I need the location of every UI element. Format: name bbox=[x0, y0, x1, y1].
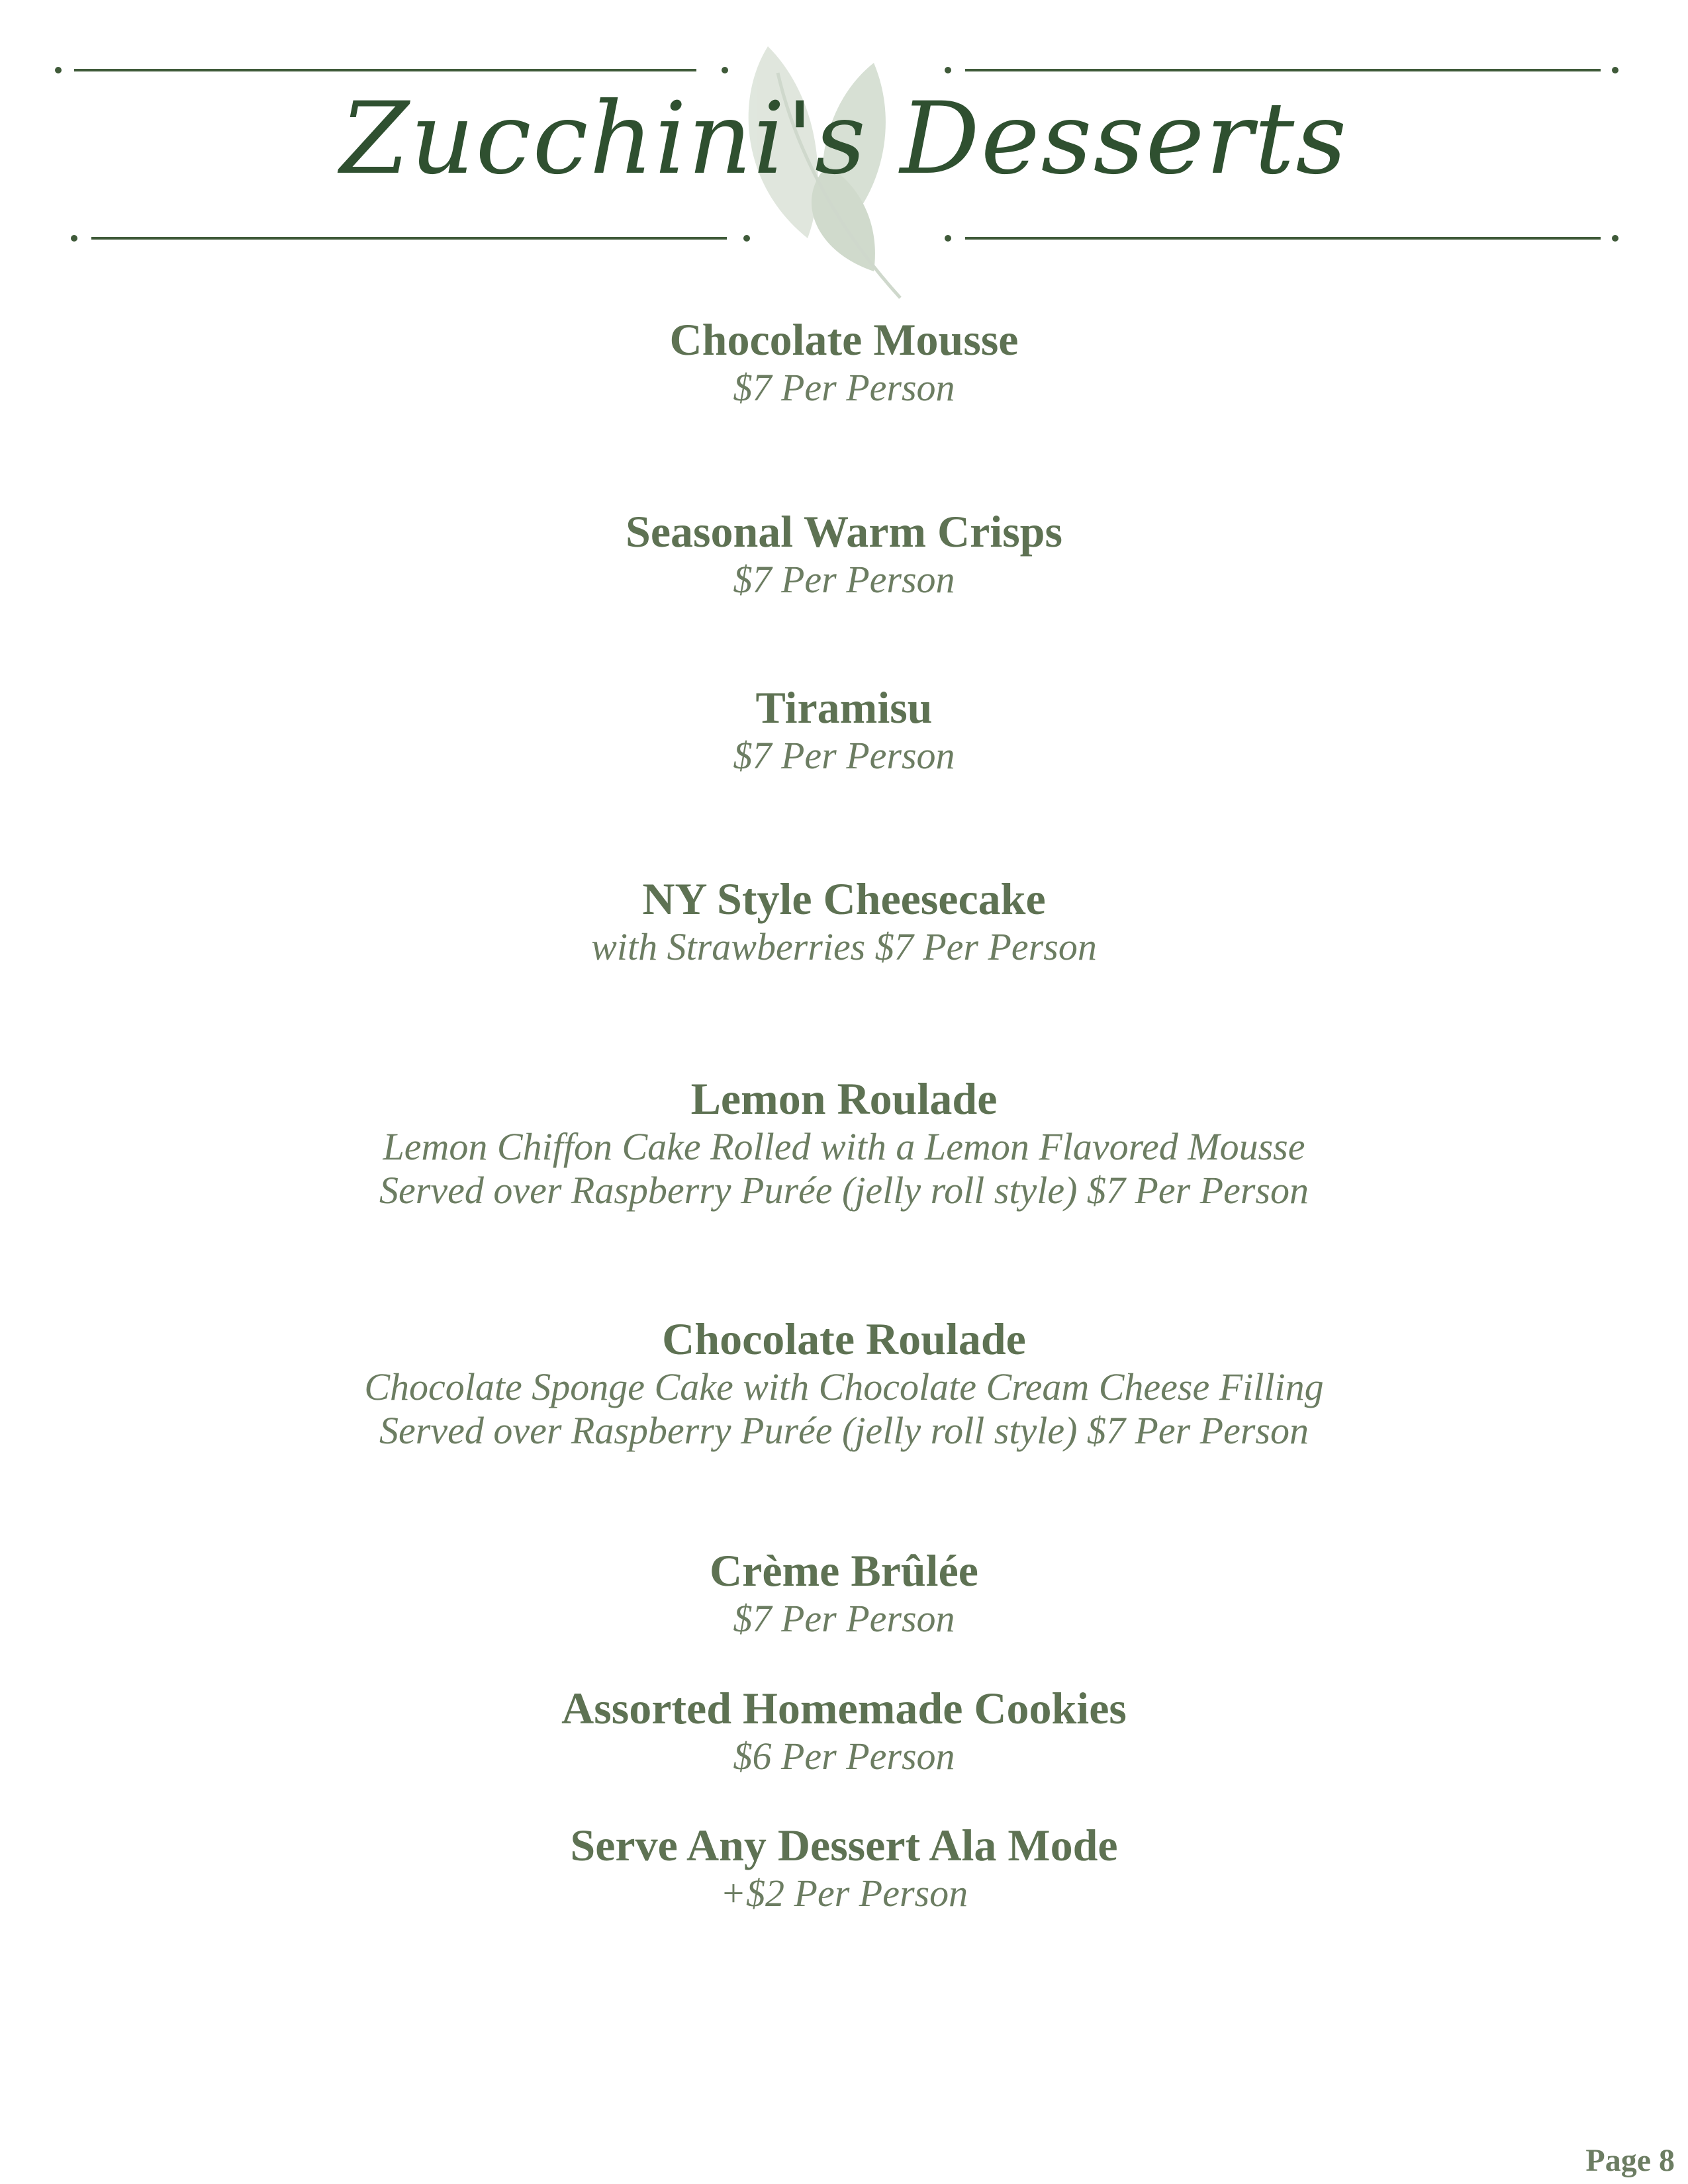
item-name: Tiramisu bbox=[755, 682, 933, 733]
item-description: Served over Raspberry Purée (jelly roll style) $7 Per Person bbox=[379, 1169, 1309, 1212]
page-number: Page 8 bbox=[1585, 2143, 1675, 2178]
item-name: Lemon Roulade bbox=[690, 1073, 998, 1124]
item-name: Serve Any Dessert Ala Mode bbox=[570, 1820, 1118, 1870]
menu-item bbox=[0, 872, 1688, 969]
page-title: Zucchini's Desserts bbox=[340, 81, 1348, 197]
menu-item bbox=[0, 313, 1688, 410]
item-description: with Strawberries $7 Per Person bbox=[591, 925, 1097, 968]
item-description: Lemon Chiffon Cake Rolled with a Lemon Flavored Mousse bbox=[383, 1125, 1305, 1168]
item-description: $6 Per Person bbox=[733, 1735, 955, 1778]
item-description: $7 Per Person bbox=[733, 1597, 955, 1640]
menu-item bbox=[0, 1312, 1688, 1453]
item-description: +$2 Per Person bbox=[720, 1872, 968, 1915]
menu-item bbox=[0, 1544, 1688, 1641]
item-description: $7 Per Person bbox=[733, 366, 955, 409]
menu-item bbox=[0, 1682, 1688, 1778]
item-name: Assorted Homemade Cookies bbox=[561, 1683, 1127, 1733]
item-name: Chocolate Mousse bbox=[669, 314, 1019, 365]
item-description: Chocolate Sponge Cake with Chocolate Cream Cheese Filling bbox=[364, 1365, 1324, 1408]
menu-item bbox=[0, 505, 1688, 602]
menu-item bbox=[0, 1072, 1688, 1212]
menu-item bbox=[0, 681, 1688, 778]
item-description: Served over Raspberry Purée (jelly roll style) $7 Per Person bbox=[379, 1409, 1309, 1452]
item-name: Chocolate Roulade bbox=[662, 1314, 1026, 1364]
menu-item bbox=[0, 1819, 1688, 1915]
item-name: NY Style Cheesecake bbox=[642, 874, 1046, 924]
item-description: $7 Per Person bbox=[733, 558, 955, 601]
item-description: $7 Per Person bbox=[733, 734, 955, 777]
item-name: Crème Brûlée bbox=[710, 1545, 978, 1596]
item-name: Seasonal Warm Crisps bbox=[626, 506, 1062, 557]
